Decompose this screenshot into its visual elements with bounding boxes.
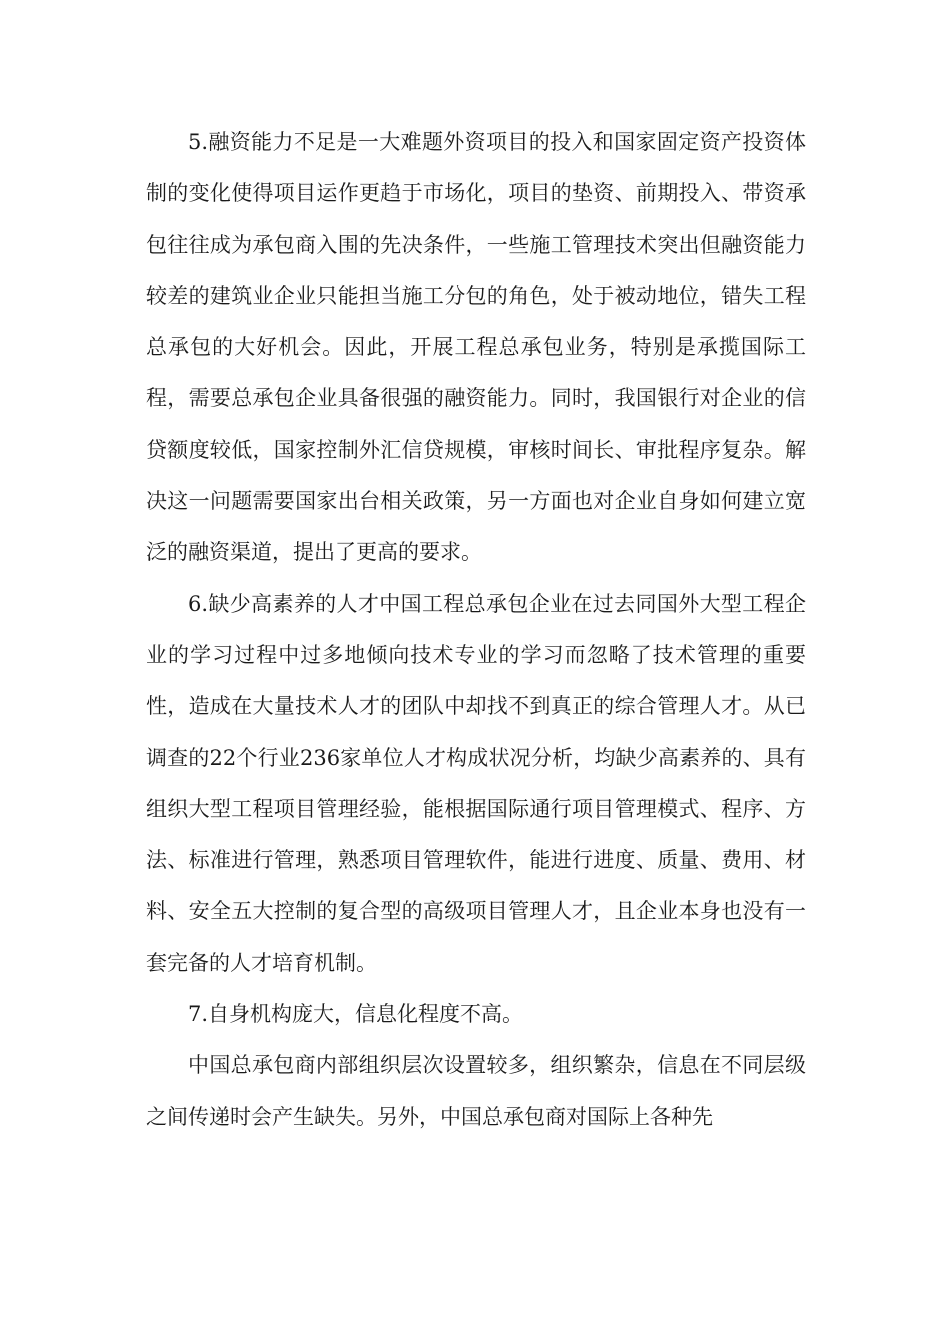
paragraph-financing: 5.融资能力不足是一大难题外资项目的投入和国家固定资产投资体制的变化使得项目运作更趋于市场化，项目的垫资、前期投入、带资承包往往成为承包商入围的先决条件，一些施工管理技术突出但融资能力较差的建筑业企业只能担当施工分包的角色，处于被动地位，错失工程总承包的大好机会。因此，开展工程总承包业务，特别是承揽国际工程，需要总承包企业具备很强的融资能力。同时，我国银行对企业的信贷额度较低，国家控制外汇信贷规模，审核时间长、审批程序复杂。解决这一问题需要国家出台相关政策，另一方面也对企业自身如何建立宽泛的融资渠道，提出了更高的要求。 [146,130,806,565]
paragraph-organization: 中国总承包商内部组织层次设置较多，组织繁杂，信息在不同层级之间传递时会产生缺失。另外，中国总承包商对国际上各种先 [146,1053,806,1129]
body-text [146,117,806,1143]
paragraph-talent: 6.缺少高素养的人才中国工程总承包企业在过去同国外大型工程企业的学习过程中过多地倾向技术专业的学习而忽略了技术管理的重要性，造成在大量技术人才的团队中却找不到真正的综合管理人才。从已调查的22个行业236家单位人才构成状况分析，均缺少高素养的、具有组织大型工程项目管理经验，能根据国际通行项目管理模式、程序、方法、标准进行管理，熟悉项目管理软件，能进行进度、质量、费用、材料、安全五大控制的复合型的高级项目管理人才，且企业本身也没有一套完备的人才培育机制。 [146,591,806,975]
paragraph-organization-heading: 7.自身机构庞大，信息化程度不高。 [188,1002,524,1027]
